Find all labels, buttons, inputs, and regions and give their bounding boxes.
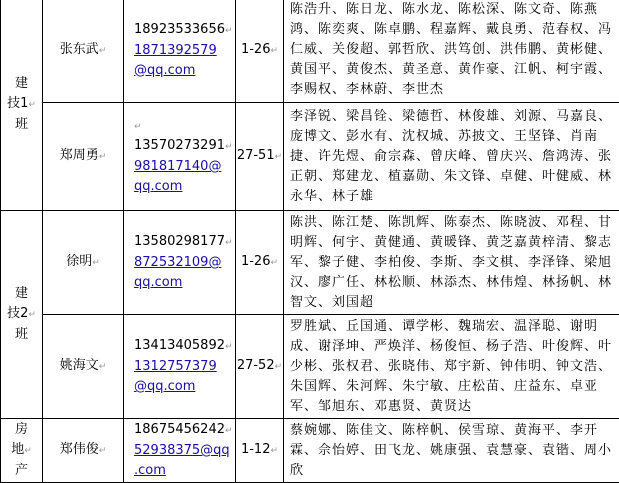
student-range: 1-12↵ xyxy=(236,419,284,483)
class-name-line: 建 xyxy=(1,284,42,304)
student-range: 27-52↵ xyxy=(236,315,284,419)
class-name-cell xyxy=(1,211,43,419)
table-row xyxy=(1,315,619,419)
class-name-line: 技2↵ xyxy=(1,304,42,325)
class-name-cell xyxy=(1,0,43,211)
student-list: 罗胜斌、丘国通、谭学彬、魏瑞宏、温泽聪、谢明成、谢泽坤、严焕洋、杨俊恒、杨子浩、叶俊辉、叶少彬、张权君、张晓伟、郑宇新、钟伟明、钟文浩、朱国辉、朱河辉、朱宁敏、庄松苗、庄益东、卓亚军、邹旭东、邓惠贤、黄贤达 xyxy=(284,315,619,419)
table-row xyxy=(1,211,619,315)
class-name-line: 地↵ xyxy=(1,440,42,461)
teacher-name: 郑周勇↵ xyxy=(43,103,124,211)
teacher-name: 张东武↵ xyxy=(43,0,124,103)
table-row xyxy=(1,103,619,211)
phone-number: 13570273291↵ xyxy=(134,136,235,157)
student-list: 陈浩升、陈日龙、陈水龙、陈松深、陈文奇、陈燕鸿、陈奕爽、陈卓鹏、程嘉辉、戴良勇、范春权、冯仁威、关俊超、郭哲欣、洪笃创、洪伟鹏、黄彬健、黄国平、黄俊杰、黄圣意、黄作豪、江帆、柯宇霞、李赐权、李林蔚、李世杰 xyxy=(284,0,619,103)
phone-number: 13413405892↵ xyxy=(134,336,235,357)
student-list: 蔡婉娜、陈佳文、陈梓帆、侯雪琼、黄海平、李开霖、佘怡婷、田飞龙、姚康强、袁慧豪、袁锴、周小欣 xyxy=(284,419,619,483)
class-name-line: 技1↵ xyxy=(1,94,42,115)
student-range: 27-51↵ xyxy=(236,103,284,211)
email-link[interactable]: 981817140@ qq.com xyxy=(134,157,235,197)
student-range: 1-26↵ xyxy=(236,0,284,103)
class-name-line: 班 xyxy=(1,115,42,135)
table-row xyxy=(1,419,619,483)
class-name-line: 建 xyxy=(1,74,42,94)
teacher-name: 郑伟俊↵ xyxy=(43,419,124,483)
contact-cell xyxy=(124,211,236,315)
student-range: 1-26↵ xyxy=(236,211,284,315)
student-list: 李泽锐、梁昌铨、梁德哲、林俊雄、刘源、马嘉良、庞博文、彭水有、沈权城、苏披文、王坚锋、肖南捷、许先煜、俞宗森、曾庆峰、曾庆兴、詹鸿涛、张正朝、郑建龙、植嘉勋、朱文锋、卓健、叶健威、林永华、林子雄 xyxy=(284,103,619,211)
phone-number: 18675456242↵ xyxy=(134,420,235,441)
phone-number: 13580298177↵ xyxy=(134,232,235,253)
class-name-line: 班 xyxy=(1,325,42,345)
table-row xyxy=(1,0,619,103)
email-link[interactable]: 1312757379 @qq.com xyxy=(134,357,235,397)
contact-cell: ↵ 13570273291↵ 981817140@ qq.com xyxy=(124,103,236,211)
class-name-line: 产 xyxy=(1,461,42,481)
contact-cell xyxy=(124,315,236,419)
class-name-line: 房 xyxy=(1,420,42,440)
contact-cell xyxy=(124,419,236,483)
class-name-cell xyxy=(1,419,43,483)
phone-number: 18923533656↵ xyxy=(134,20,235,41)
teacher-name: 姚海文↵ xyxy=(43,315,124,419)
student-list: 陈洪、陈江楚、陈凯辉、陈泰杰、陈晓波、邓程、甘明辉、何宇、黄健通、黄暖锋、黄芝嘉黄梓清、黎志军、黎子健、李柏俊、李斯、李文棋、李泽锋、梁旭汉、廖广任、林松顺、林添杰、林伟煌、林扬帆、林智文、刘国超 xyxy=(284,211,619,315)
email-link[interactable]: 1871392579 @qq.com xyxy=(134,41,235,81)
email-link[interactable]: 52938375@qq .com xyxy=(134,441,235,481)
teacher-name: 徐明↵ xyxy=(43,211,124,315)
email-link[interactable]: 872532109@ qq.com xyxy=(134,253,235,293)
contact-cell xyxy=(124,0,236,103)
